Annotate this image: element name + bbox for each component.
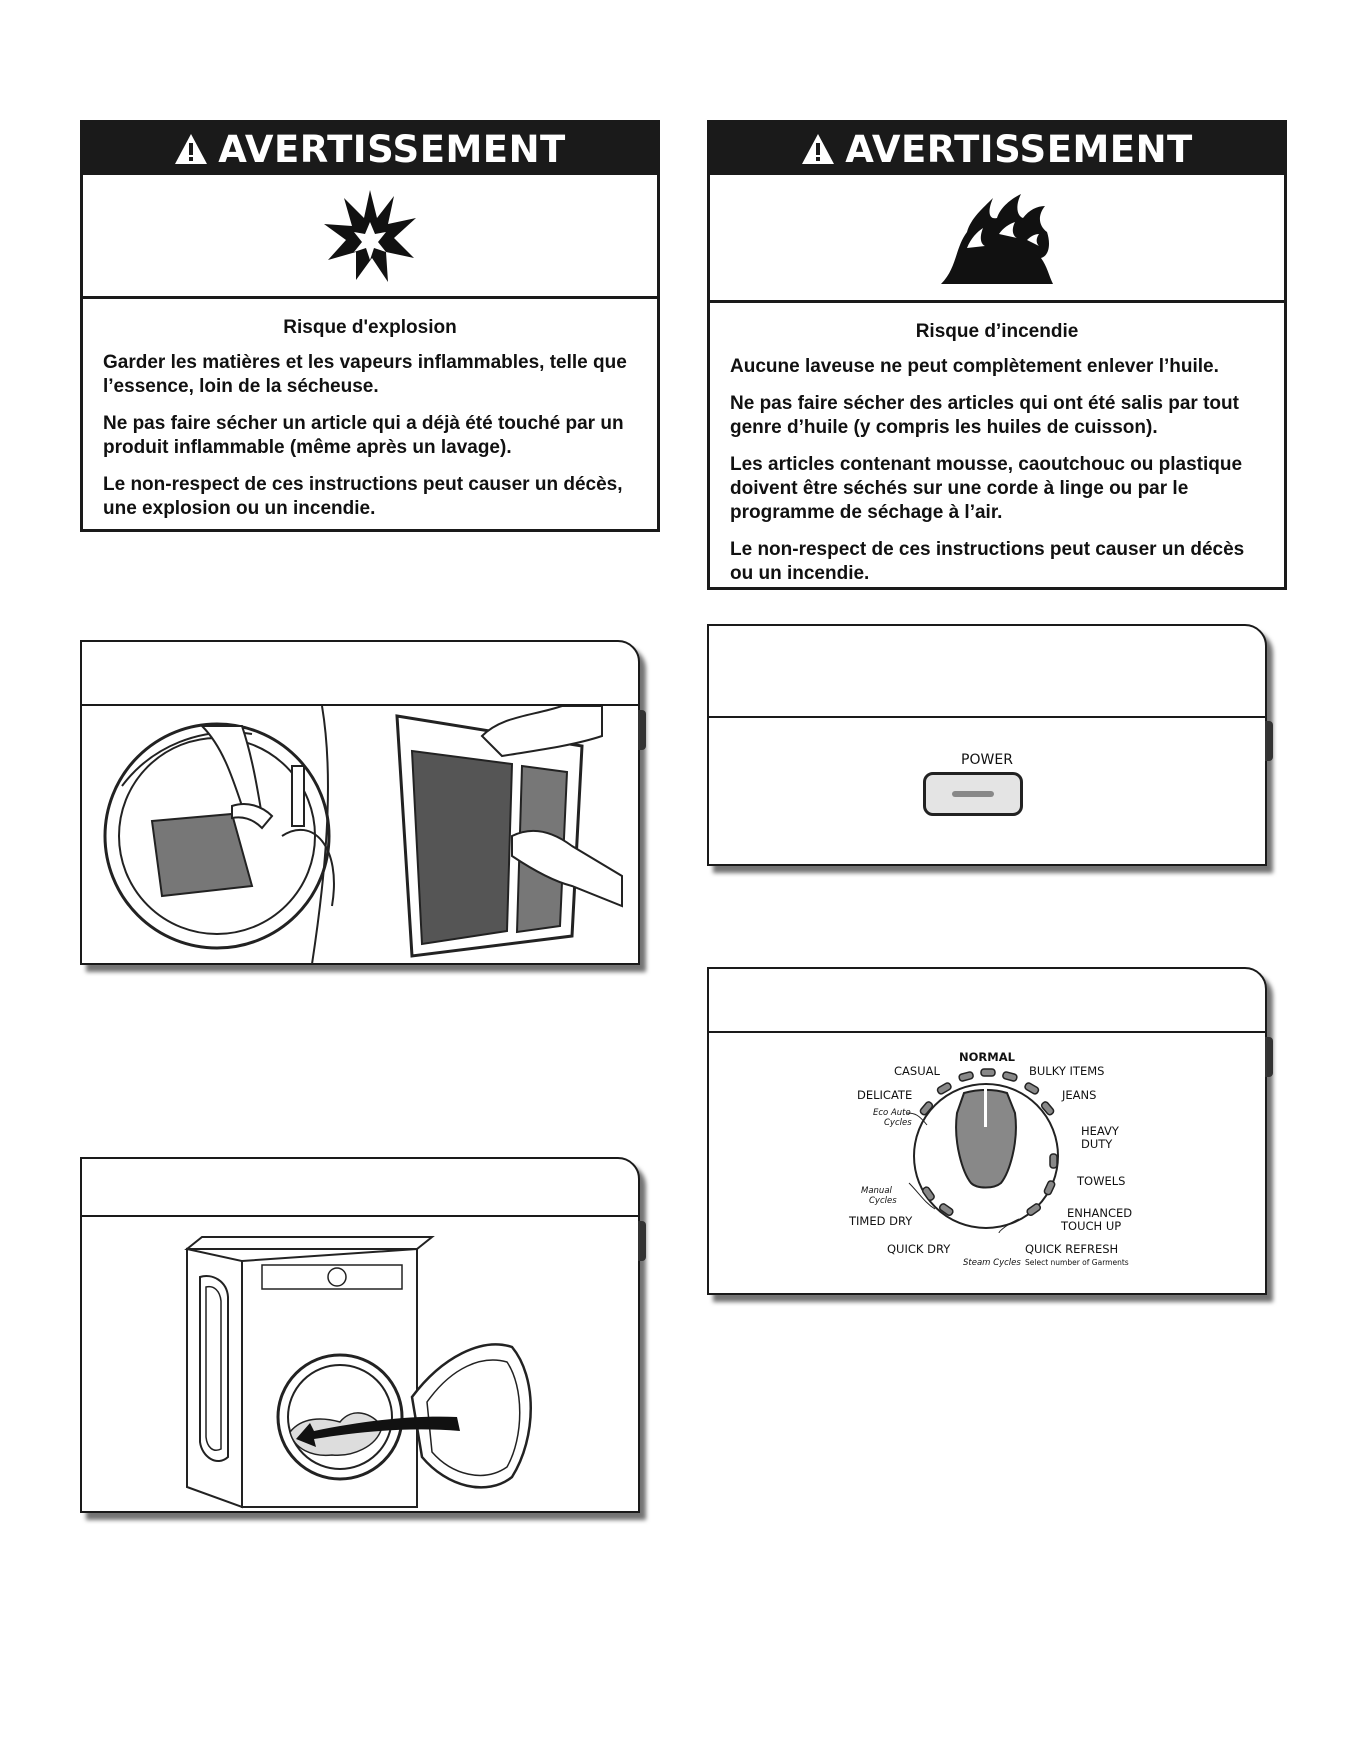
garments-label: Select number of Garments — [1025, 1258, 1129, 1267]
cycle-quick-refresh: QUICK REFRESH — [1025, 1242, 1119, 1256]
warning-header: AVERTISSEMENT — [83, 123, 657, 175]
manual-label: Manual — [861, 1186, 892, 1196]
lint-screen-panel — [80, 640, 640, 965]
risk-title: Risque d’incendie — [915, 321, 1079, 342]
cycle-duty: DUTY — [1081, 1137, 1113, 1151]
eco-auto-label: Cycles — [884, 1118, 912, 1128]
cycle-quick-dry: QUICK DRY — [887, 1242, 951, 1256]
power-indicator — [952, 791, 994, 797]
cycle-jeans: JEANS — [1062, 1088, 1097, 1102]
cycle-dial[interactable] — [709, 1033, 1265, 1295]
warning-header: AVERTISSEMENT — [710, 123, 1284, 175]
cycle-touch-up: TOUCH UP — [1061, 1219, 1122, 1233]
warning-text: Le non-respect de ces instructions peut causer un décès, une explosion ou un incendie. — [103, 474, 623, 519]
explosion-icon — [322, 188, 418, 284]
warning-text: Garder les matières et les vapeurs inflammables, telle que l’essence, loin de la sécheuse. — [103, 352, 627, 397]
cycle-heavy: HEAVY — [1081, 1124, 1119, 1138]
power-button[interactable] — [923, 772, 1023, 816]
lint-screen-illustration — [82, 706, 638, 964]
dryer-load-panel — [80, 1157, 640, 1513]
steam-label: Steam Cycles — [963, 1258, 1021, 1268]
power-panel — [707, 624, 1267, 866]
cycle-towels: TOWELS — [1077, 1174, 1126, 1188]
warning-text: Les articles contenant mousse, caoutchouc ou plastique doivent être séchés sur une corde à linge ou par le programme de séchage à l’air. — [730, 454, 1243, 523]
power-label: POWER — [961, 752, 1013, 768]
cycle-timed-dry: TIMED DRY — [849, 1214, 913, 1228]
cycle-delicate: DELICATE — [857, 1088, 913, 1102]
warning-explosion — [80, 120, 660, 532]
cycle-dial-panel — [707, 967, 1267, 1295]
warning-text: Ne pas faire sécher un article qui a déjà été touché par un produit inflammable (même après un lavage). — [103, 413, 624, 458]
manual-label: Cycles — [869, 1196, 897, 1206]
eco-auto-label: Eco Auto — [873, 1108, 911, 1118]
warning-triangle-icon — [174, 133, 208, 165]
risk-title: Risque d'explosion — [283, 317, 457, 338]
warning-fire — [707, 120, 1287, 590]
dryer-loading-illustration — [82, 1217, 638, 1513]
cycle-casual: CASUAL — [894, 1064, 940, 1078]
warning-text: Le non-respect de ces instructions peut causer un décès ou un incendie. — [730, 539, 1245, 584]
warning-triangle-icon — [801, 133, 835, 165]
fire-icon — [937, 188, 1057, 288]
cycle-enhanced: ENHANCED — [1067, 1206, 1133, 1220]
warning-text: Aucune laveuse ne peut complètement enlever l’huile. — [730, 356, 1219, 377]
cycle-normal: NORMAL — [959, 1050, 1015, 1064]
cycle-bulky-items: BULKY ITEMS — [1029, 1064, 1105, 1078]
warning-text: Ne pas faire sécher des articles qui ont été salis par tout genre d’huile (y compris les huiles de cuisson). — [730, 393, 1239, 438]
